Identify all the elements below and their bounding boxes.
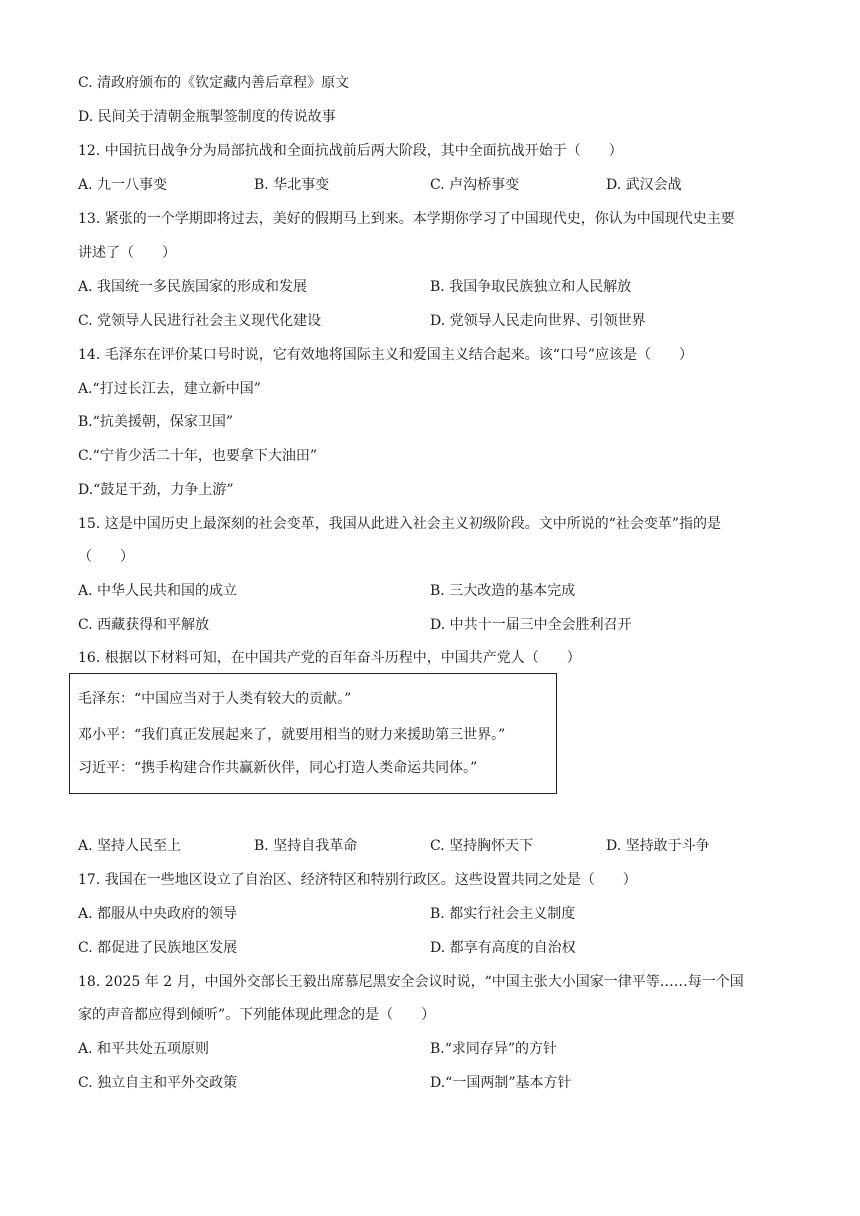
q13-option-d: D. 党领导人民走向世界、引领世界 (430, 313, 646, 329)
q14-option-d: D.“鼓足干劲，力争上游” (78, 482, 234, 498)
q17-option-d: D. 都享有高度的自治权 (430, 940, 576, 956)
q16-material-box (69, 673, 557, 794)
q15-stem-line1: 15. 这是中国历史上最深刻的社会变革，我国从此进入社会主义初级阶段。文中所说的“社会变革”指的是 (78, 516, 722, 532)
q13-option-b: B. 我国争取民族独立和人民解放 (430, 279, 632, 295)
q14-option-b: B.“抗美援朝，保家卫国” (78, 414, 234, 430)
q18-option-b: B.“求同存异”的方针 (430, 1041, 558, 1057)
q12-option-d: D. 武汉会战 (606, 177, 682, 193)
q15-stem-line2: （ ） (78, 549, 134, 565)
q13-option-c: C. 党领导人民进行社会主义现代化建设 (78, 313, 322, 329)
q12-option-c: C. 卢沟桥事变 (430, 177, 520, 193)
q12-option-b: B. 华北事变 (254, 177, 330, 193)
q12-stem: 12. 中国抗日战争分为局部抗战和全面抗战前后两大阶段，其中全面抗战开始于（ ） (78, 143, 623, 159)
q16-option-d: D. 坚持敢于斗争 (606, 838, 710, 854)
q15-option-c: C. 西藏获得和平解放 (78, 617, 210, 633)
q14-option-c: C.“宁肯少活二十年，也要拿下大油田” (78, 448, 317, 464)
q16-quote-mao: 毛泽东：“中国应当对于人类有较大的贡献。” (78, 691, 352, 707)
q17-option-b: B. 都实行社会主义制度 (430, 906, 576, 922)
q16-option-a: A. 坚持人民至上 (78, 838, 182, 854)
q17-option-a: A. 都服从中央政府的领导 (78, 906, 238, 922)
q11-option-d: D. 民间关于清朝金瓶掣签制度的传说故事 (78, 109, 336, 125)
q16-option-b: B. 坚持自我革命 (254, 838, 358, 854)
q11-option-c: C. 清政府颁布的《钦定藏内善后章程》原文 (78, 75, 350, 91)
q18-option-a: A. 和平共处五项原则 (78, 1041, 210, 1057)
q12-option-a: A. 九一八事变 (78, 177, 168, 193)
q14-stem: 14. 毛泽东在评价某口号时说，它有效地将国际主义和爱国主义结合起来。该“口号”应该是（ ） (78, 347, 694, 363)
q13-option-a: A. 我国统一多民族国家的形成和发展 (78, 279, 308, 295)
q18-stem-line2: 家的声音都应得到倾听”。下列能体现此理念的是（ ） (78, 1007, 436, 1023)
q13-stem-line2: 讲述了（ ） (78, 245, 176, 261)
q17-option-c: C. 都促进了民族地区发展 (78, 940, 238, 956)
q15-option-b: B. 三大改造的基本完成 (430, 583, 576, 599)
q14-option-a: A.“打过长江去，建立新中国” (78, 381, 261, 397)
q15-option-a: A. 中华人民共和国的成立 (78, 583, 238, 599)
q16-option-c: C. 坚持胸怀天下 (430, 838, 534, 854)
q18-option-c: C. 独立自主和平外交政策 (78, 1075, 238, 1091)
q18-option-d: D.“一国两制”基本方针 (430, 1075, 572, 1091)
q16-quote-xi: 习近平：“携手构建合作共赢新伙伴，同心打造人类命运共同体。” (78, 760, 478, 776)
q15-option-d: D. 中共十一届三中全会胜利召开 (430, 617, 632, 633)
q13-stem-line1: 13. 紧张的一个学期即将过去，美好的假期马上到来。本学期你学习了中国现代史，你认为中国现代史主要 (78, 211, 735, 227)
q16-stem: 16. 根据以下材料可知，在中国共产党的百年奋斗历程中，中国共产党人（ ） (78, 650, 581, 666)
q18-stem-line1: 18. 2025 年 2 月，中国外交部长王毅出席慕尼黑安全会议时说，“中国主张大小国家一律平等……每一个国 (78, 974, 744, 990)
q17-stem: 17. 我国在一些地区设立了自治区、经济特区和特别行政区。这些设置共同之处是（ ） (78, 872, 637, 888)
q16-quote-deng: 邓小平：“我们真正发展起来了，就要用相当的财力来援助第三世界。” (78, 727, 506, 743)
